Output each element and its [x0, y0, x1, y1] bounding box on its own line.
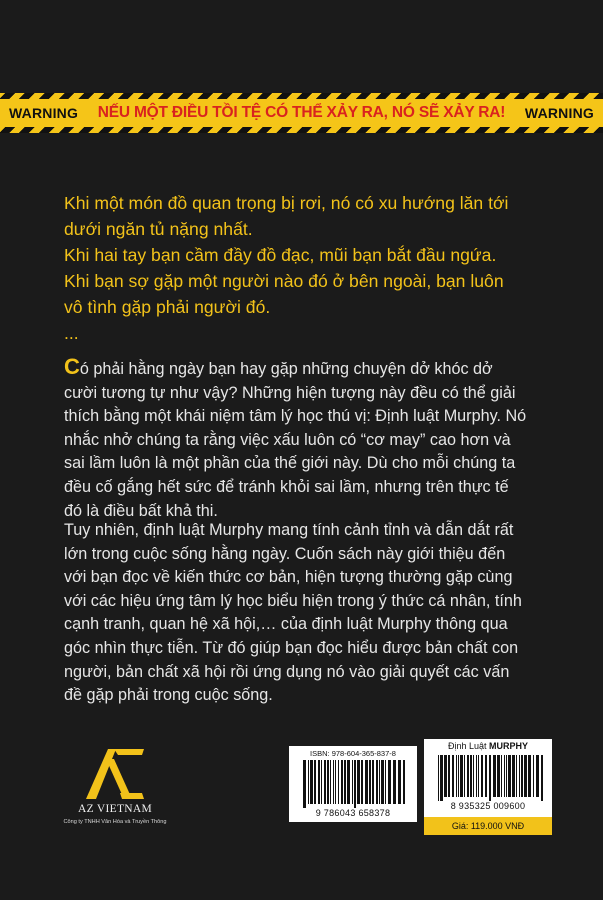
intro-line: Khi bạn sợ gặp một người nào đó ở bên ngoài, bạn luôn	[64, 271, 504, 291]
barcode-bar	[533, 755, 534, 797]
barcode-bars-icon	[303, 760, 409, 808]
az-logo-icon	[80, 745, 150, 801]
paragraph-line: đề gặp phải trong cuộc sống.	[64, 686, 273, 705]
paragraph-line: lớn trong cuộc sống hằng ngày. Cuốn sách này giới thiệu đến	[64, 544, 506, 563]
warning-tape-banner	[0, 93, 603, 133]
intro-passage	[64, 190, 584, 346]
paragraph-line: sai lầm luôn là một phần của thế giới này. Dù cho mỗi chúng ta	[64, 454, 516, 473]
barcode-bar	[357, 760, 360, 804]
barcode-bar	[501, 755, 502, 797]
paragraph-line: Tuy nhiên, định luật Murphy mang tính cảnh tỉnh và dẫn dắt rất	[64, 521, 514, 539]
barcode-bar	[473, 755, 474, 797]
barcode-bar	[536, 755, 539, 797]
warning-row	[0, 99, 603, 127]
paragraph-line: góc nhìn thực tiễn. Từ đó giúp bạn đọc hiểu được bản chất con	[64, 638, 519, 657]
paragraph-line-text: ó phải hằng ngày bạn hay gặp những chuyện dở khóc dở	[79, 360, 493, 378]
barcode-bar	[347, 760, 350, 804]
barcode-bar	[478, 755, 479, 797]
barcode-bar	[440, 755, 443, 801]
barcode-bar	[481, 755, 483, 797]
barcode-bar	[321, 760, 322, 804]
barcode-bar	[438, 755, 439, 801]
barcode-bar	[452, 755, 454, 797]
barcode-bar	[388, 760, 391, 804]
barcode-bar	[372, 760, 374, 804]
barcode-bar	[314, 760, 316, 804]
barcode-bar	[476, 755, 477, 797]
barcode-bar	[369, 760, 371, 804]
intro-line: dưới ngăn tủ nặng nhất.	[64, 219, 253, 239]
publisher-brand: AZ VIETNAM	[77, 803, 153, 815]
barcode-bar	[493, 755, 496, 797]
barcode-bar	[344, 760, 346, 804]
barcode-bar	[361, 760, 363, 804]
barcode-bar	[464, 755, 465, 797]
barcode-bar	[528, 755, 531, 797]
barcode-bar	[541, 755, 543, 801]
barcode-bar	[354, 760, 356, 808]
barcode-bar	[335, 760, 336, 804]
barcode-bar	[467, 755, 469, 797]
barcode-bar	[352, 760, 353, 804]
paragraph-line: với các hiệu ứng tâm lý học biểu hiện trong ý thức cá nhân, tính	[64, 591, 522, 610]
barcode-bar	[460, 755, 463, 797]
paragraph-line	[64, 355, 564, 382]
barcode-bar	[506, 755, 507, 797]
paragraph-line: nhắc nhở chúng ta rằng việc xấu luôn có “cơ may” cao hơn và	[64, 430, 511, 449]
barcode-bar	[379, 760, 380, 804]
barcode-bar	[393, 760, 396, 804]
barcode-bar	[519, 755, 520, 797]
barcode-bar	[308, 760, 309, 804]
isbn-barcode	[289, 746, 417, 822]
barcode-bar	[456, 755, 457, 797]
barcode-bar	[381, 760, 384, 804]
barcode-bars-icon	[438, 755, 544, 801]
price-tag-title-prefix: Định Luật	[447, 741, 487, 751]
price-tag-title	[424, 741, 552, 751]
barcode-bar	[444, 755, 447, 797]
isbn-digits: 9 786043 658378	[315, 808, 391, 818]
publisher-company: Công ty TNHH Văn Hóa và Truyền Thông	[63, 819, 167, 825]
hazard-stripes-bottom	[0, 127, 603, 133]
barcode-bar	[485, 755, 487, 797]
barcode-bar	[333, 760, 334, 804]
paragraph-line: đó là điều bất khả thi.	[64, 501, 218, 520]
barcode-bar	[338, 760, 339, 804]
barcode-bar	[303, 760, 306, 808]
barcode-bar	[524, 755, 527, 797]
price-label: Giá: 119.000 VNĐ	[424, 817, 552, 835]
price-barcode-digits: 8 935325 009600	[450, 801, 526, 811]
price-barcode	[424, 739, 552, 835]
price-tag-title-bold: MURPHY	[489, 741, 529, 751]
paragraph-line: thích bằng một khái niệm tâm lý học thú vị: Định luật Murphy. Nó	[64, 407, 527, 426]
isbn-label: ISBN: 978-604-365-837-8	[310, 749, 396, 758]
barcode-bar	[504, 755, 505, 797]
body-paragraph-2	[64, 519, 564, 708]
barcode-bar	[458, 755, 459, 797]
barcode-bar	[341, 760, 343, 804]
intro-line: vô tình gặp phải người đó.	[64, 297, 271, 317]
barcode-bar	[497, 755, 500, 797]
barcode-bar	[327, 760, 329, 804]
paragraph-line: đều cố gắng hết sức để tránh khỏi sai lầm, nhưng trên thực tế	[64, 477, 509, 496]
drop-cap: C	[64, 354, 80, 379]
warning-label-left: WARNING	[9, 105, 79, 121]
barcode-bar	[318, 760, 320, 804]
barcode-bar	[521, 755, 523, 797]
warning-label-right: WARNING	[524, 105, 594, 121]
barcode-bar	[508, 755, 511, 797]
barcode-bar	[403, 760, 405, 804]
paragraph-line: với bạn đọc về kiến thức cơ bản, hiện tượng thường gặp cùng	[64, 568, 513, 587]
warning-headline: NẾU MỘT ĐIỀU TỒI TỆ CÓ THỂ XẢY RA, NÓ SẼ XẢY RA!	[97, 104, 506, 121]
barcode-bar	[489, 755, 491, 801]
intro-line: Khi một món đồ quan trọng bị rơi, nó có xu hướng lăn tới	[64, 193, 509, 213]
barcode-bar	[512, 755, 515, 797]
barcode-bar	[330, 760, 331, 804]
paragraph-line: cạnh tranh, quan hệ xã hội,… của định luật Murphy thông qua	[64, 615, 508, 634]
paragraph-line: cười tương tự như vậy? Những hiện tượng này đều có thể giải	[64, 383, 516, 402]
barcode-bar	[310, 760, 313, 804]
intro-line: ...	[64, 323, 79, 343]
barcode-bar	[376, 760, 378, 804]
publisher-logo	[50, 745, 180, 835]
barcode-bar	[365, 760, 368, 804]
intro-line: Khi hai tay bạn cầm đầy đồ đạc, mũi bạn bắt đầu ngứa.	[64, 245, 497, 265]
paragraph-line: người, bản chất xã hội rồi ứng dụng nó vào giải quyết các vấn	[64, 662, 510, 681]
barcode-bar	[385, 760, 386, 804]
barcode-bar	[516, 755, 517, 797]
barcode-bar	[448, 755, 450, 797]
barcode-bar	[324, 760, 326, 804]
barcode-bar	[398, 760, 401, 804]
body-paragraph-1	[64, 355, 564, 523]
barcode-bar	[470, 755, 472, 797]
